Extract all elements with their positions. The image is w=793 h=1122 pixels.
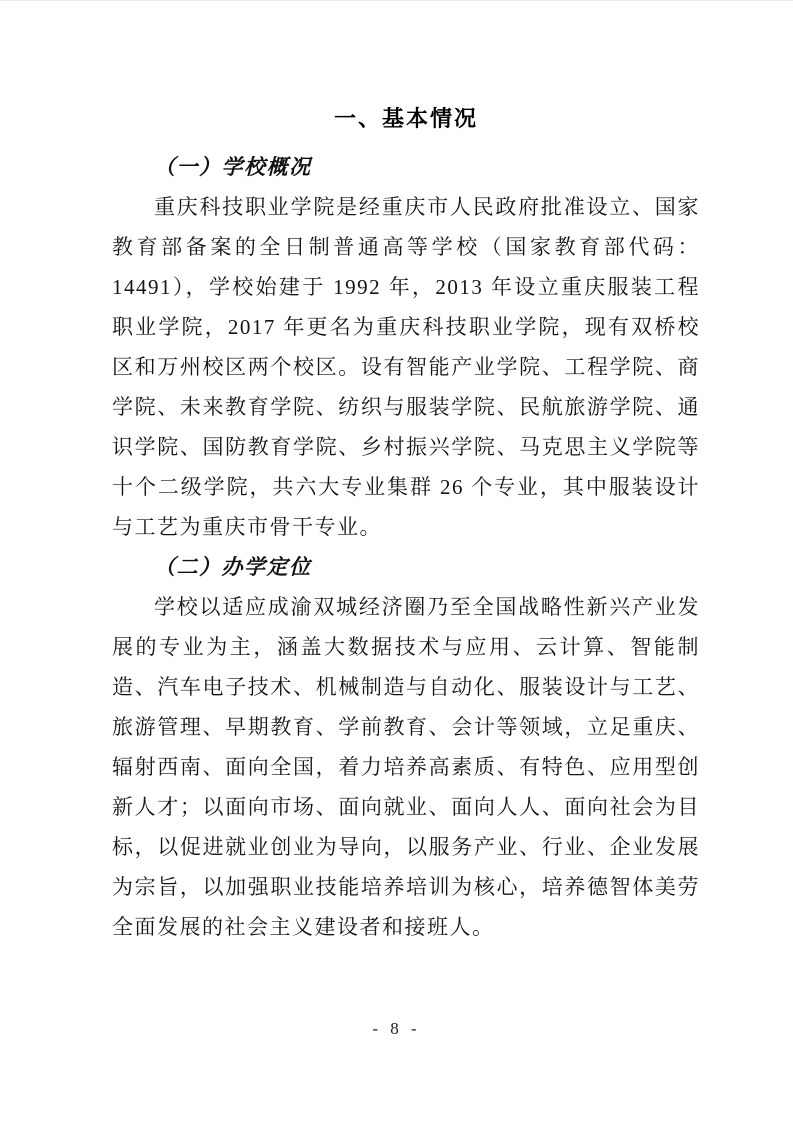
paragraph-school-overview: 重庆科技职业学院是经重庆市人民政府批准设立、国家教育部备案的全日制普通高等学校（国家教育部代码：14491），学校始建于 1992 年，2013 年设立重庆服装工程职业学院，2017 年更名为重庆科技职业学院，现有双桥校区和万州校区两个校区。设有智能产业学院、工程学院、商学院、未来教育学院、纺织与服装学院、民航旅游学院、通识学院、国防教育学院、乡村振兴学院、马克思主义学院等十个二级学院，共六大专业集群 26 个专业，其中服装设计与工艺为重庆市骨干专业。 (112, 195, 700, 539)
page-number: - 8 - (372, 1019, 421, 1038)
subsection-heading-school-overview: （一）学校概况 (154, 155, 312, 179)
subsection-heading-positioning: （二）办学定位 (154, 555, 312, 579)
page-title: 一、基本情况 (333, 106, 478, 131)
paragraph-positioning: 学校以适应成渝双城经济圈乃至全国战略性新兴产业发展的专业为主，涵盖大数据技术与应用、云计算、智能制造、汽车电子技术、机械制造与自动化、服装设计与工艺、旅游管理、早期教育、学前教育、会计等领域，立足重庆、辐射西南、面向全国，着力培养高素质、有特色、应用型创新人才；以面向市场、面向就业、面向人人、面向社会为目标，以促进就业创业为导向，以服务产业、行业、企业发展为宗旨，以加强职业技能培养培训为核心，培养德智体美劳全面发展的社会主义建设者和接班人。 (112, 595, 700, 939)
page-content (112, 1, 700, 947)
